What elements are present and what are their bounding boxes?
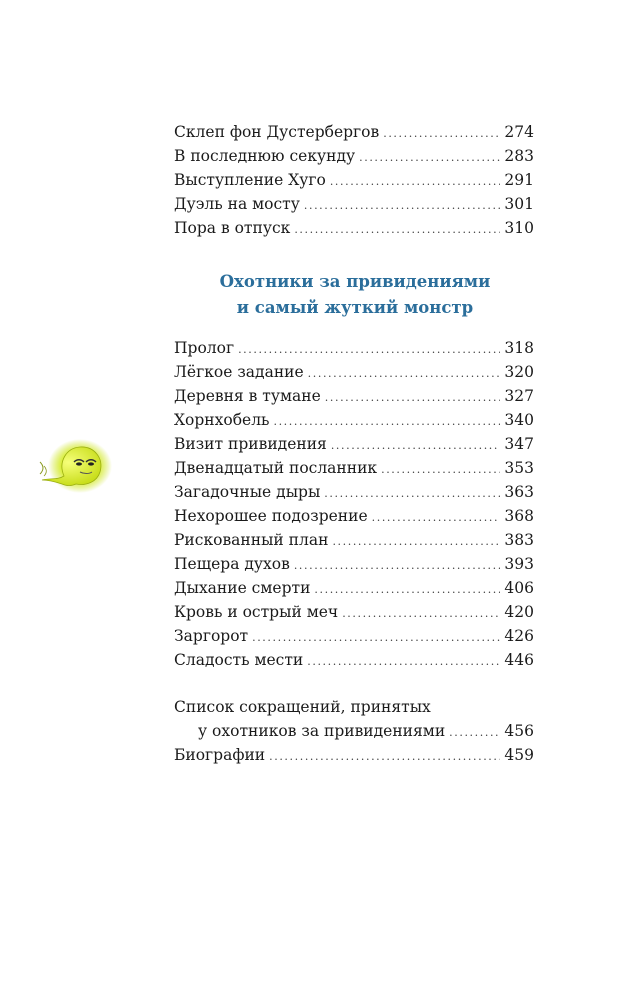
toc-entry-page: 363 bbox=[504, 483, 534, 501]
toc-entry-title: Сладость мести bbox=[174, 651, 304, 669]
toc-entry-title: Пещера духов bbox=[174, 555, 290, 573]
toc-entry-title: Кровь и острый меч bbox=[174, 603, 339, 621]
toc-entry-title: Склеп фон Дустербергов bbox=[174, 123, 380, 141]
toc-leader-dots bbox=[273, 410, 500, 434]
toc-entry-abbrev-line1: Список сокращений, принятых bbox=[174, 698, 431, 716]
toc-leader-dots bbox=[269, 745, 500, 769]
toc-leader-dots bbox=[294, 218, 500, 242]
toc-entry bbox=[174, 504, 534, 528]
toc-entry-page: 291 bbox=[504, 171, 534, 189]
toc-entry-title: Двенадцатый посланник bbox=[174, 459, 378, 477]
toc-entry bbox=[174, 600, 534, 624]
toc-entry-page: 426 bbox=[504, 627, 534, 645]
section-heading-line2: и самый жуткий монстр bbox=[236, 298, 474, 317]
toc-entry bbox=[174, 576, 534, 600]
section-heading-line1: Охотники за привидениями bbox=[219, 272, 491, 291]
toc-entry bbox=[174, 624, 534, 648]
toc-entry-page: 340 bbox=[504, 411, 534, 429]
toc-entry-title: Лёгкое задание bbox=[174, 363, 304, 381]
toc-entry bbox=[174, 192, 534, 216]
toc-entry-title: Биографии bbox=[174, 746, 266, 764]
toc-entry-title: Заргорот bbox=[174, 627, 249, 645]
toc-entry-page: 383 bbox=[504, 531, 534, 549]
toc-entry bbox=[174, 120, 534, 144]
toc-leader-dots bbox=[307, 650, 500, 674]
toc-entry-page: 446 bbox=[504, 651, 534, 669]
toc-entry-title: Хорнхобель bbox=[174, 411, 270, 429]
toc-entry bbox=[174, 528, 534, 552]
toc-leader-dots bbox=[324, 482, 500, 506]
toc-part2 bbox=[174, 336, 534, 672]
toc-entry-page: 393 bbox=[504, 555, 534, 573]
toc-leader-dots bbox=[325, 386, 501, 410]
toc-leader-dots bbox=[238, 338, 500, 362]
toc-entry-page: 320 bbox=[504, 363, 534, 381]
toc-entry-page: 301 bbox=[504, 195, 534, 213]
toc-entry bbox=[174, 432, 534, 456]
toc-leader-dots bbox=[332, 530, 500, 554]
toc-entry bbox=[174, 144, 534, 168]
section-heading bbox=[140, 269, 570, 321]
toc-entry-title: Рискованный план bbox=[174, 531, 329, 549]
toc-entry-title: Деревня в тумане bbox=[174, 387, 321, 405]
toc-leader-dots bbox=[342, 602, 500, 626]
toc-leader-dots bbox=[381, 458, 500, 482]
toc-entry-title: Пролог bbox=[174, 339, 235, 357]
toc-entry-page: 406 bbox=[504, 579, 534, 597]
toc-leader-dots bbox=[383, 122, 500, 146]
toc-entry-page: 459 bbox=[504, 746, 534, 764]
toc-entry-page: 327 bbox=[504, 387, 534, 405]
toc-entry bbox=[174, 168, 534, 192]
toc-leader-dots bbox=[372, 506, 501, 530]
toc-entry-page: 318 bbox=[504, 339, 534, 357]
toc-leader-dots bbox=[294, 554, 501, 578]
toc-entry bbox=[174, 216, 534, 240]
toc-part1 bbox=[174, 120, 534, 240]
toc-leader-dots bbox=[314, 578, 500, 602]
toc-entry bbox=[174, 743, 534, 767]
toc-entry-title: Пора в отпуск bbox=[174, 219, 291, 237]
toc-entry bbox=[174, 480, 534, 504]
toc-leader-dots bbox=[330, 170, 501, 194]
toc-entry bbox=[174, 552, 534, 576]
toc-entry-page: 456 bbox=[504, 722, 534, 740]
toc-entry bbox=[174, 408, 534, 432]
toc-leader-dots bbox=[304, 194, 501, 218]
toc-entry-title: у охотников за привидениями bbox=[198, 722, 446, 740]
toc-entry-title: Дуэль на мосту bbox=[174, 195, 300, 213]
toc-entry bbox=[174, 648, 534, 672]
toc-entry-title: Визит привидения bbox=[174, 435, 327, 453]
toc-leader-dots bbox=[331, 434, 501, 458]
toc-entry-title: Нехорошее подозрение bbox=[174, 507, 368, 525]
toc-entry bbox=[174, 360, 534, 384]
toc-entry-title: Дыхание смерти bbox=[174, 579, 311, 597]
ghost-icon bbox=[36, 436, 114, 496]
toc-leader-dots bbox=[359, 146, 500, 170]
toc-entry-title: Выступление Хуго bbox=[174, 171, 326, 189]
toc-entry-page: 420 bbox=[504, 603, 534, 621]
toc-leader-dots bbox=[449, 721, 500, 745]
toc-entry-page: 274 bbox=[504, 123, 534, 141]
toc-leader-dots bbox=[308, 362, 501, 386]
toc-entry-page: 353 bbox=[504, 459, 534, 477]
toc-entry-page: 283 bbox=[504, 147, 534, 165]
toc-entry bbox=[174, 456, 534, 480]
toc-entry bbox=[174, 336, 534, 360]
toc-entry-page: 347 bbox=[504, 435, 534, 453]
toc-entry-title: Загадочные дыры bbox=[174, 483, 321, 501]
toc-appendix bbox=[174, 695, 534, 767]
toc-entry-title: В последнюю секунду bbox=[174, 147, 356, 165]
toc-entry-page: 310 bbox=[504, 219, 534, 237]
toc-leader-dots bbox=[252, 626, 500, 650]
toc-entry bbox=[174, 719, 534, 743]
toc-entry-page: 368 bbox=[504, 507, 534, 525]
toc-entry bbox=[174, 384, 534, 408]
